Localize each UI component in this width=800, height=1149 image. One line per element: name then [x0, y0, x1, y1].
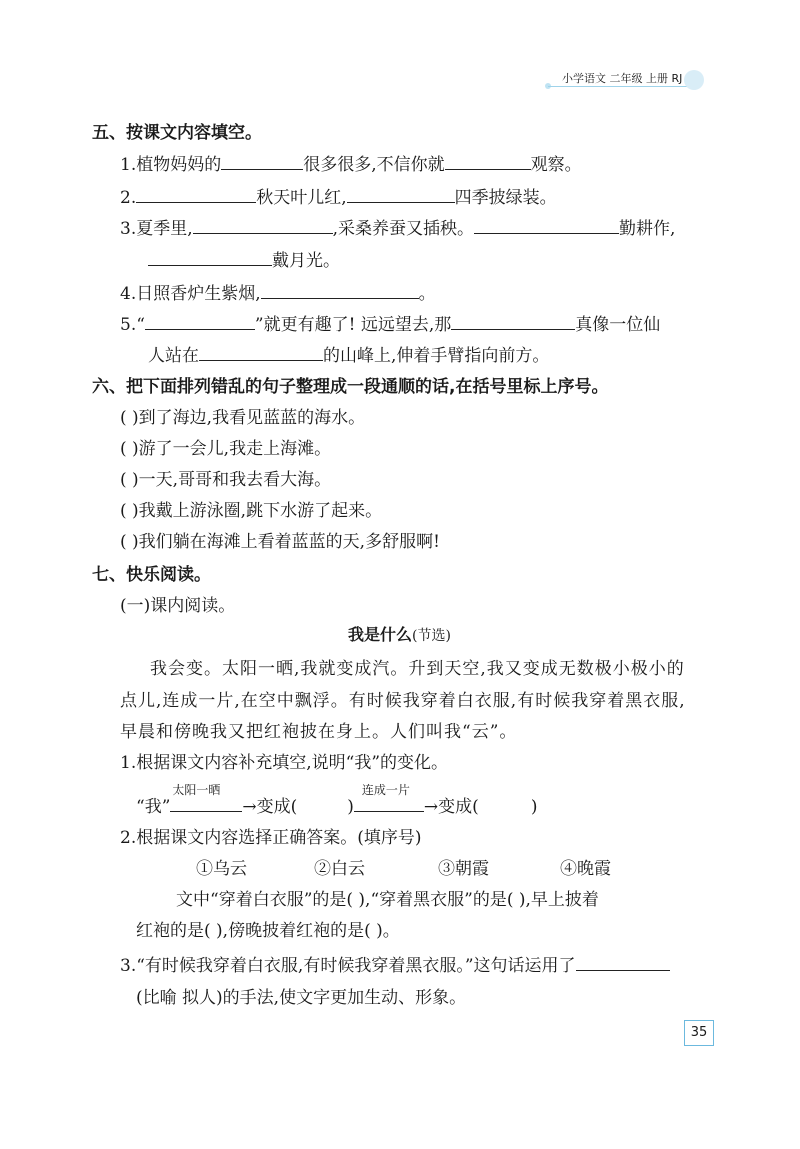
header-title: 小学语文 二年级 上册 RJ [562, 72, 683, 85]
s5-q2-text-c: 四季披绿装。 [454, 188, 557, 208]
passage-line-1: 我会变。太阳一晒,我就变成汽。升到天空,我又变成无数极小极小的 [150, 659, 685, 679]
flow-close-1: ) [347, 797, 354, 817]
arrow-1: 太阳一晒 → [172, 783, 257, 817]
s7-subtitle: (一)课内阅读。 [120, 596, 236, 616]
s7-q3-text: 3.“有时候我穿着白衣服,有时候我穿着黑衣服。”这句话运用了 [120, 956, 576, 976]
header-decor-line [548, 86, 688, 87]
s6-item-3: ( )一天,哥哥和我去看大海。 [120, 470, 332, 490]
s5-q1-text-a: 1.植物妈妈的 [120, 155, 222, 175]
s5-q1-text-c: 观察。 [530, 155, 582, 175]
blank[interactable] [576, 952, 670, 971]
s5-q3-text-b: ,采桑养蚕又插秧。 [332, 219, 475, 239]
s5-q5-text-c: 真像一位仙 [575, 315, 661, 335]
s5-q4-text-a: 4.日照香炉生紫烟, [120, 284, 261, 304]
s5-q5-text-e: 的山峰上,伸着手臂指向前方。 [323, 346, 550, 366]
s5-q2-text-b: 秋天叶儿红, [256, 188, 347, 208]
s5-q1-text-b: 很多很多,不信你就 [303, 155, 445, 175]
s7-q3-line-1 [120, 951, 670, 976]
s7-q1-flow [136, 783, 538, 817]
s5-q5-cont [148, 341, 549, 366]
blank[interactable] [136, 184, 256, 203]
s5-q5-text-b: ”就更有趣了! 远远望去,那 [254, 315, 452, 335]
s5-q1 [120, 150, 582, 175]
s7-q2-line-1: 文中“穿着白衣服”的是( ),“穿着黑衣服”的是( ),早上披着 [176, 890, 599, 910]
s5-q5-text-d: 人站在 [148, 346, 199, 366]
s7-q2-option-2: ②白云 [314, 859, 365, 879]
blank[interactable] [474, 215, 619, 234]
s7-q1: 1.根据课文内容补充填空,说明“我”的变化。 [120, 753, 449, 773]
passage-line-3: 早晨和傍晚我又把红袍披在身上。人们叫我“云”。 [120, 722, 518, 742]
s7-q3-line-2: (比喻 拟人)的手法,使文字更加生动、形象。 [136, 988, 467, 1008]
flow-become-1: 变成( [256, 797, 298, 817]
mascot-icon [684, 70, 704, 90]
arrow-2-line [354, 811, 424, 812]
s7-q2-line-2: 红袍的是( ),傍晚披着红袍的是( )。 [136, 921, 400, 941]
s7-q2: 2.根据课文内容选择正确答案。(填序号) [120, 828, 422, 848]
s5-q4 [120, 279, 436, 304]
passage-title [348, 622, 451, 645]
s5-q4-text-b: 。 [418, 284, 436, 304]
blank[interactable] [445, 151, 531, 170]
flow-me: “我” [136, 797, 171, 817]
blank[interactable] [193, 215, 333, 234]
s5-q3 [120, 214, 675, 239]
arrow-1-label: 太阳一晒 [172, 783, 221, 797]
passage-line-2: 点儿,连成一片,在空中飘浮。有时候我穿着白衣服,有时候我穿着黑衣服, [120, 691, 686, 711]
s5-q3-text-c: 勤耕作, [619, 219, 676, 239]
page-number: 35 [684, 1020, 714, 1046]
arrow-2: 连成一片 → [354, 797, 438, 817]
s5-q2 [120, 183, 557, 208]
flow-become-2: 变成( [438, 797, 479, 817]
blank[interactable] [221, 151, 303, 170]
s5-q3-text-a: 3.夏季里, [120, 219, 193, 239]
s6-item-1: ( )到了海边,我看见蓝蓝的海水。 [120, 408, 366, 428]
s5-q3-cont [148, 246, 340, 271]
s5-q2-text-a: 2. [120, 188, 137, 208]
blank[interactable] [145, 311, 255, 330]
s7-q2-option-3: ③朝霞 [438, 859, 489, 879]
s5-q3-text-d: 戴月光。 [272, 251, 340, 271]
section6-title: 六、把下面排列错乱的句子整理成一段通顺的话,在括号里标上序号。 [92, 377, 609, 397]
blank[interactable] [261, 280, 419, 299]
blank[interactable] [347, 184, 455, 203]
section7-title: 七、快乐阅读。 [92, 565, 211, 585]
passage-title-note: (节选) [412, 628, 451, 644]
blank[interactable] [148, 247, 272, 266]
s6-item-5: ( )我们躺在海滩上看着蓝蓝的天,多舒服啊! [120, 532, 440, 552]
s7-q2-option-4: ④晚霞 [560, 859, 611, 879]
arrow-2-label: 连成一片 [361, 783, 410, 797]
s6-item-2: ( )游了一会儿,我走上海滩。 [120, 439, 332, 459]
s6-item-4: ( )我戴上游泳圈,跳下水游了起来。 [120, 501, 383, 521]
blank[interactable] [451, 311, 575, 330]
passage-title-main: 我是什么 [348, 625, 413, 644]
s5-q5 [120, 310, 660, 335]
s5-q5-text-a: 5.“ [120, 315, 145, 335]
s7-q2-option-1: ①乌云 [196, 859, 247, 879]
arrow-1-line [170, 811, 242, 812]
blank[interactable] [199, 342, 323, 361]
section5-title: 五、按课文内容填空。 [92, 123, 262, 143]
flow-close-2: ) [530, 797, 538, 817]
